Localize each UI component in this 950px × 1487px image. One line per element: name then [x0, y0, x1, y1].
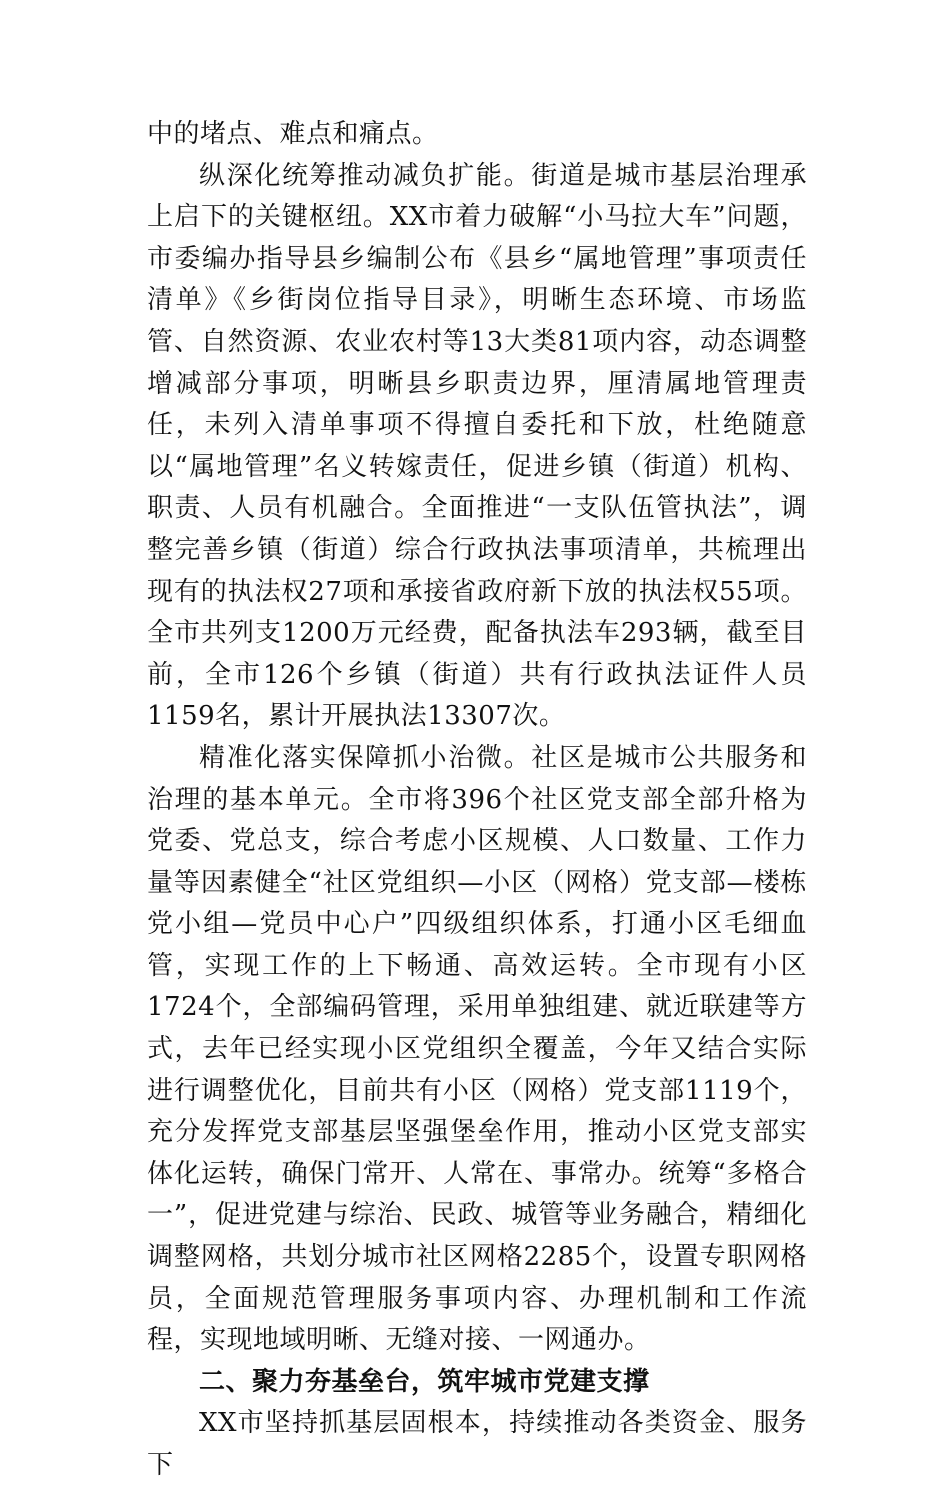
- paragraph-street-level: 纵深化统筹推动减负扩能。街道是城市基层治理承上启下的关键枢纽。XX市着力破解“小马拉大车”问题，市委编办指导县乡编制公布《县乡“属地管理”事项责任清单》《乡街岗位指导目录》，明晰生态环境、市场监管、自然资源、农业农村等13大类81项内容，动态调整增减部分事项，明晰县乡职责边界，厘清属地管理责任，未列入清单事项不得擅自委托和下放，杜绝随意以“属地管理”名义转嫁责任，促进乡镇（街道）机构、职责、人员有机融合。全面推进“一支队伍管执法”，调整完善乡镇（街道）综合行政执法事项清单，共梳理出现有的执法权27项和承接省政府新下放的执法权55项。全市共列支1200万元经费，配备执法车293辆，截至目前，全市126个乡镇（街道）共有行政执法证件人员1159名，累计开展执法13307次。: [147, 160, 807, 732]
- paragraph-continuation: 中的堵点、难点和痛点。: [147, 119, 439, 149]
- paragraph-section-intro: XX市坚持抓基层固根本，持续推动各类资金、服务下: [147, 1408, 807, 1480]
- document-page: [147, 114, 807, 1487]
- paragraph-community-level: 精准化落实保障抓小治微。社区是城市公共服务和治理的基本单元。全市将396个社区党支部全部升格为党委、党总支，综合考虑小区规模、人口数量、工作力量等因素健全“社区党组织—小区（网格）党支部—楼栋党小组—党员中心户”四级组织体系，打通小区毛细血管，实现工作的上下畅通、高效运转。全市现有小区1724个，全部编码管理，采用单独组建、就近联建等方式，去年已经实现小区党组织全覆盖，今年又结合实际进行调整优化，目前共有小区（网格）党支部1119个，充分发挥党支部基层坚强堡垒作用，推动小区党支部实体化运转，确保门常开、人常在、事常办。统筹“多格合一”，促进党建与综治、民政、城管等业务融合，精细化调整网格，共划分城市社区网格2285个，设置专职网格员，全面规范管理服务事项内容、办理机制和工作流程，实现地域明晰、无缝对接、一网通办。: [147, 742, 807, 1356]
- section-heading: 二、聚力夯基垒台，筑牢城市党建支撑: [199, 1366, 650, 1397]
